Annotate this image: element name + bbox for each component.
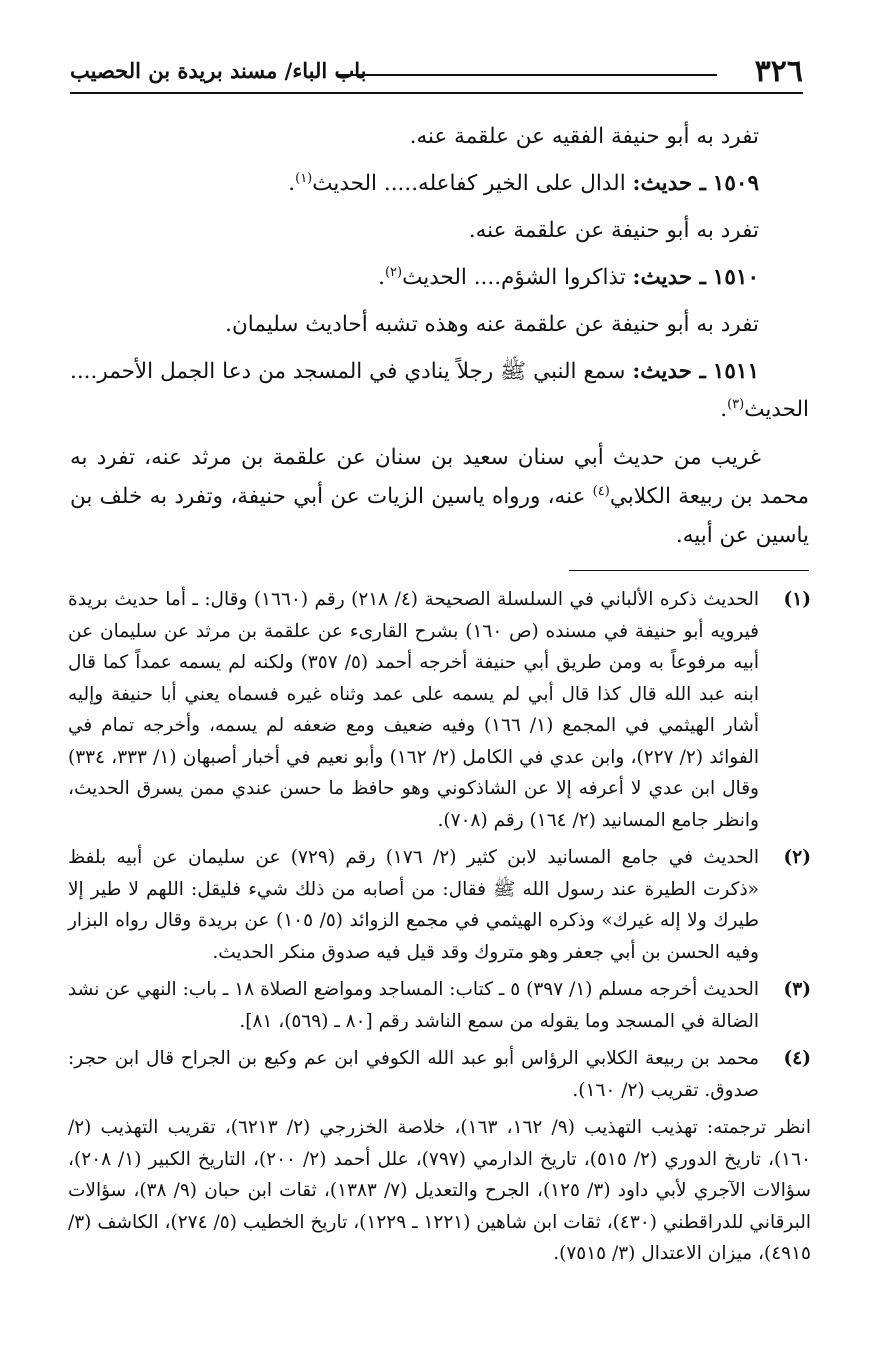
footnote-text: الحديث في جامع المسانيد لابن كثير (٢/ ١٧٦) رقم (٧٢٩) عن سليمان عن أبيه بلفظ «ذكرت الطيرة عند رسول الله ﷺ فقال: من أصابه من ذلك شيء فليقل: اللهم لا طير إلا طيرك ولا إله غيرك» وذكره الهيثمي في مجمع الزوائد (٥/ ١٠٥) عن بريدة وقال رواه البزار وفيه الحسن بن أبي جعفر وهو متروك وقد قيل فيه صدوق منكر الحديث. [68,847,759,963]
hadith-1509 [70,165,809,203]
hadith-text: سمع النبي ﷺ رجلاً ينادي في المسجد من دعا الجمل الأحمر.... الحديث [70,359,809,422]
gharib-text-1: غريب من حديث أبي سنان سعيد بن سنان عن علقمة بن مرثد عنه، تفرد به محمد بن ربيعة الكلابي [70,445,809,509]
hadith-text: الدال على الخير كفاعله..... الحديث [312,171,626,196]
hadith-label: ـ حديث: [632,265,706,290]
footnotes [68,584,811,1270]
hadith-1510 [70,259,809,297]
footnote-number: (١) [783,589,811,610]
header-rule [338,74,717,76]
footnote-4-biography-sources: انظر ترجمته: تهذيب التهذيب (٩/ ١٦٢، ١٦٣)، خلاصة الخزرجي (٢/ ٦٢١٣)، تقريب التهذيب (٢/ ١٦٠)، تاريخ الدوري (٢/ ٥١٥)، تاريخ الدارمي (٧٩٧)، علل أحمد (٢/ ٢٠٠)، التاريخ الكبير (١/ ٢٠٨)، سؤالات الآجري لأبي داود (٣/ ١٢٥)، الجرح والتعديل (٧/ ١٣٨٣)، ثقات ابن حبان (٩/ ٣٨)، سؤالات البرقاني للدراقطني (٤٣٠)، ثقات ابن شاهين (١٢٢١ ـ ١٢٢٩)، تاريخ الخطيب (٥/ ٢٧٤)، الكاشف (٣/ ٤٩١٥)، ميزان الاعتدال (٣/ ٧٥١٥). [68,1117,811,1264]
footnote-4 [68,1043,811,1106]
hadith-end: . [720,397,728,422]
page-header [70,48,803,94]
footnote-1 [68,584,811,836]
gharib-text-2: عنه، ورواه ياسين الزيات عن أبي حنيفة، وتفرد به خلف بن ياسين عن أبيه. [70,484,809,548]
footnote-ref: (١) [295,170,313,186]
footnote-ref: (٢) [384,264,403,280]
page-number: ٣٢٦ [754,54,803,89]
footnote-ref: (٤) [592,483,610,499]
hadith-end: . [288,171,296,196]
chapter-title: باب الباء/ مسند بريدة بن الحصيب [70,58,367,83]
footnote-text: محمد بن ربيعة الكلابي الرؤاس أبو عبد الله الكوفي ابن عم وكيع بن الجراح قال ابن حجر: صدوق. تقريب (٢/ ١٦٠). [68,1048,759,1101]
footnote-number: (٣) [783,979,811,1000]
hadith-number: ١٥١٠ [712,265,759,290]
hadith-label: ـ حديث: [632,171,706,196]
hadith-end: . [378,265,385,290]
main-text [70,118,809,577]
narration-line: تفرد به أبو حنيفة عن علقمة عنه. [468,218,759,243]
footnote-ref: (٣) [727,396,745,412]
footnote-3 [68,974,811,1037]
footnote-number: (٤) [783,1048,811,1069]
footnote-text: الحديث أخرجه مسلم (١/ ٣٩٧) ٥ ـ كتاب: المساجد ومواضع الصلاة ١٨ ـ باب: النهي عن نشد الضالة في المسجد وما يقوله من سمع الناشد رقم [٨٠ ـ (٥٦٩)، ٨١]. [68,979,759,1032]
footnote-number: (٢) [783,847,811,868]
hadith-1511 [70,353,809,429]
gharib-paragraph [70,438,809,555]
narration-line: تفرد به أبو حنيفة الفقيه عن علقمة عنه. [409,124,759,149]
narration-line: تفرد به أبو حنيفة عن علقمة عنه وهذه تشبه أحاديث سليمان. [225,312,759,337]
footnote-2 [68,842,811,968]
footnote-text: الحديث ذكره الألباني في السلسلة الصحيحة (٤/ ٢١٨) رقم (١٦٦٠) وقال: ـ أما حديث بريدة فيرويه أبو حنيفة في مسنده (ص ١٦٠) بشرح القارىء عن علقمة بن مرثد عن سليمان عن أبيه مرفوعاً به ومن طريق أبي حنيفة أخرجه أحمد (٥/ ٣٥٧) ولكنه لم يسمه عمداً كما قال ابنه عبد الله قال كذا قال أبي لم يسمه على عمد وثناه غيره فسماه يعني أبا حنيفة وإليه أشار الهيثمي في المجمع (١/ ١٦٦) وفيه ضعيف ومع ضعفه لم يسمه، وأخرجه تمام في الفوائد (٢/ ٢٢٧)، وابن عدي في الكامل (٢/ ١٦٢) وأبو نعيم في أخبار أصبهان (١/ ٣٣٣، ٣٣٤) وقال ابن عدي لا أعرفه إلا عن الشاذكوني وهو حافظ ما حسن عندي ممن يسرق الحديث، وانظر جامع المسانيد (٢/ ١٦٤) رقم (٧٠٨). [68,589,760,831]
hadith-text: تذاكروا الشؤم.... الحديث [402,265,626,290]
hadith-number: ١٥١١ [712,359,759,384]
footnote-divider [569,570,809,571]
hadith-number: ١٥٠٩ [712,171,759,196]
hadith-label: ـ حديث: [632,359,706,384]
